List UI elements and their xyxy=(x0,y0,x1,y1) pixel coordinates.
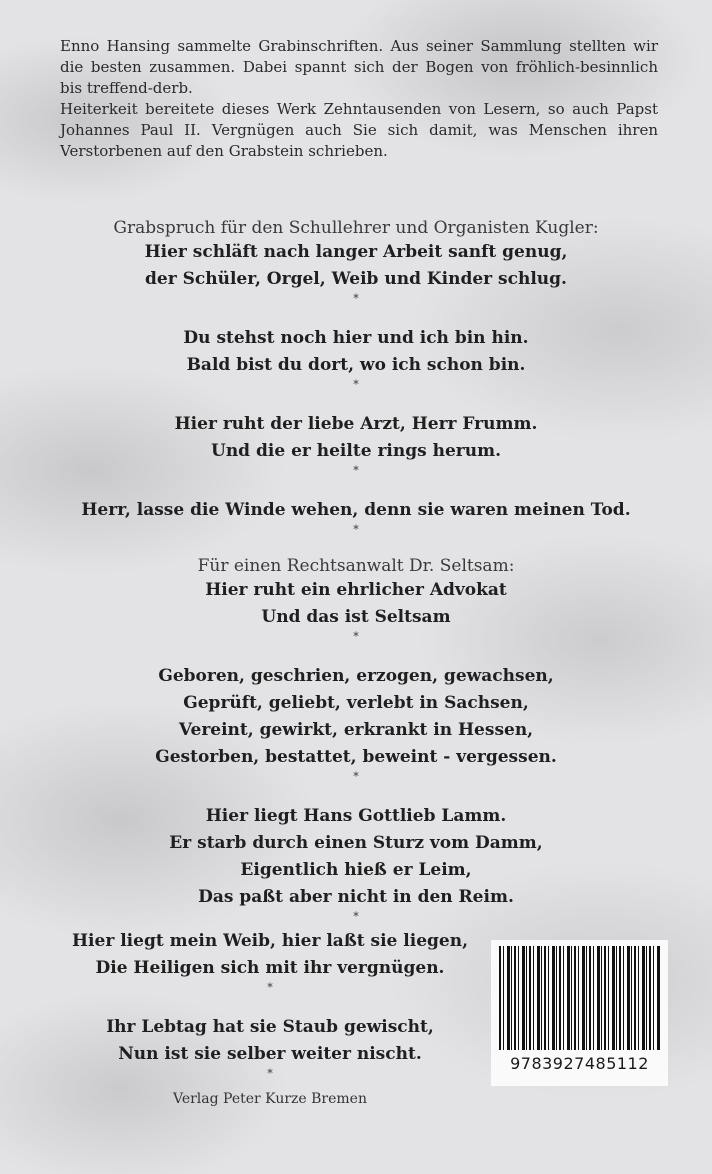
epitaph xyxy=(0,803,712,911)
separator-star: * xyxy=(267,1067,273,1080)
epitaph xyxy=(0,497,712,524)
epitaph-line: Ihr Lebtag hat sie Staub gewischt, xyxy=(106,1017,434,1037)
separator-star: * xyxy=(353,770,359,783)
epitaph-line: Die Heiligen sich mit ihr vergnügen. xyxy=(95,958,445,978)
epitaph-line: Gestorben, bestattet, beweint - vergessen. xyxy=(155,747,557,767)
separator-star: * xyxy=(267,981,273,994)
epitaph-line: Hier ruht ein ehrlicher Advokat xyxy=(205,580,507,600)
intro-paragraph: Enno Hansing sammelte Grabinschriften. Aus seiner Sammlung stellten wir die besten zusammen. Dabei spannt sich der Bogen von fröhlich-besinnlich bis treffend-derb. xyxy=(60,37,658,97)
epitaph-line: Das paßt aber nicht in den Reim. xyxy=(198,887,514,907)
epitaph-line: Und das ist Seltsam xyxy=(261,607,451,627)
separator-star: * xyxy=(353,910,359,923)
epitaph-line: Er starb durch einen Sturz vom Damm, xyxy=(169,833,543,853)
epitaph xyxy=(60,1014,480,1068)
lower-epitaphs xyxy=(60,928,480,1108)
epitaph-list xyxy=(0,218,712,943)
epitaph-line: Hier ruht der liebe Arzt, Herr Frumm. xyxy=(174,414,538,434)
epitaph xyxy=(0,218,712,293)
epitaph-line: Herr, lasse die Winde wehen, denn sie waren meinen Tod. xyxy=(81,500,631,520)
epitaph-line: Hier liegt mein Weib, hier laßt sie liegen, xyxy=(72,931,468,951)
epitaph-line: Du stehst noch hier und ich bin hin. xyxy=(183,328,529,348)
epitaph xyxy=(0,411,712,465)
epitaph-line: Vereint, gewirkt, erkrankt in Hessen, xyxy=(178,720,534,740)
separator-star: * xyxy=(353,378,359,391)
epitaph xyxy=(60,928,480,982)
barcode-icon xyxy=(499,946,660,1050)
epitaph-line: Nun ist sie selber weiter nischt. xyxy=(118,1044,422,1064)
separator-star: * xyxy=(353,523,359,536)
epitaph-line: Eigentlich hieß er Leim, xyxy=(240,860,472,880)
epitaph-line: Und die er heilte rings herum. xyxy=(211,441,501,461)
epitaph-label: Für einen Rechtsanwalt Dr. Seltsam: xyxy=(197,556,515,576)
epitaph-line: der Schüler, Orgel, Weib und Kinder schlug. xyxy=(145,269,567,289)
epitaph-line: Hier schläft nach langer Arbeit sanft genug, xyxy=(144,242,568,262)
epitaph xyxy=(0,663,712,771)
separator-star: * xyxy=(353,630,359,643)
epitaph-line: Geprüft, geliebt, verlebt in Sachsen, xyxy=(183,693,529,713)
separator-star: * xyxy=(353,292,359,305)
separator-star: * xyxy=(353,464,359,477)
intro-text xyxy=(60,36,658,162)
publisher-name: Verlag Peter Kurze Bremen xyxy=(173,1091,367,1107)
epitaph-label: Grabspruch für den Schullehrer und Organisten Kugler: xyxy=(113,218,599,238)
epitaph-line: Geboren, geschrien, erzogen, gewachsen, xyxy=(158,666,554,686)
epitaph xyxy=(0,556,712,631)
barcode-label xyxy=(491,940,668,1086)
isbn-number: 9783927485112 xyxy=(510,1054,649,1073)
epitaph-line: Bald bist du dort, wo ich schon bin. xyxy=(186,355,526,375)
intro-paragraph: Heiterkeit bereitete dieses Werk Zehntausenden von Lesern, so auch Papst Johannes Paul II. Vergnügen auch Sie sich damit, was Menschen ihren Verstorbenen auf den Grabstein schrieben. xyxy=(60,100,658,160)
epitaph-line: Hier liegt Hans Gottlieb Lamm. xyxy=(205,806,507,826)
epitaph xyxy=(0,325,712,379)
